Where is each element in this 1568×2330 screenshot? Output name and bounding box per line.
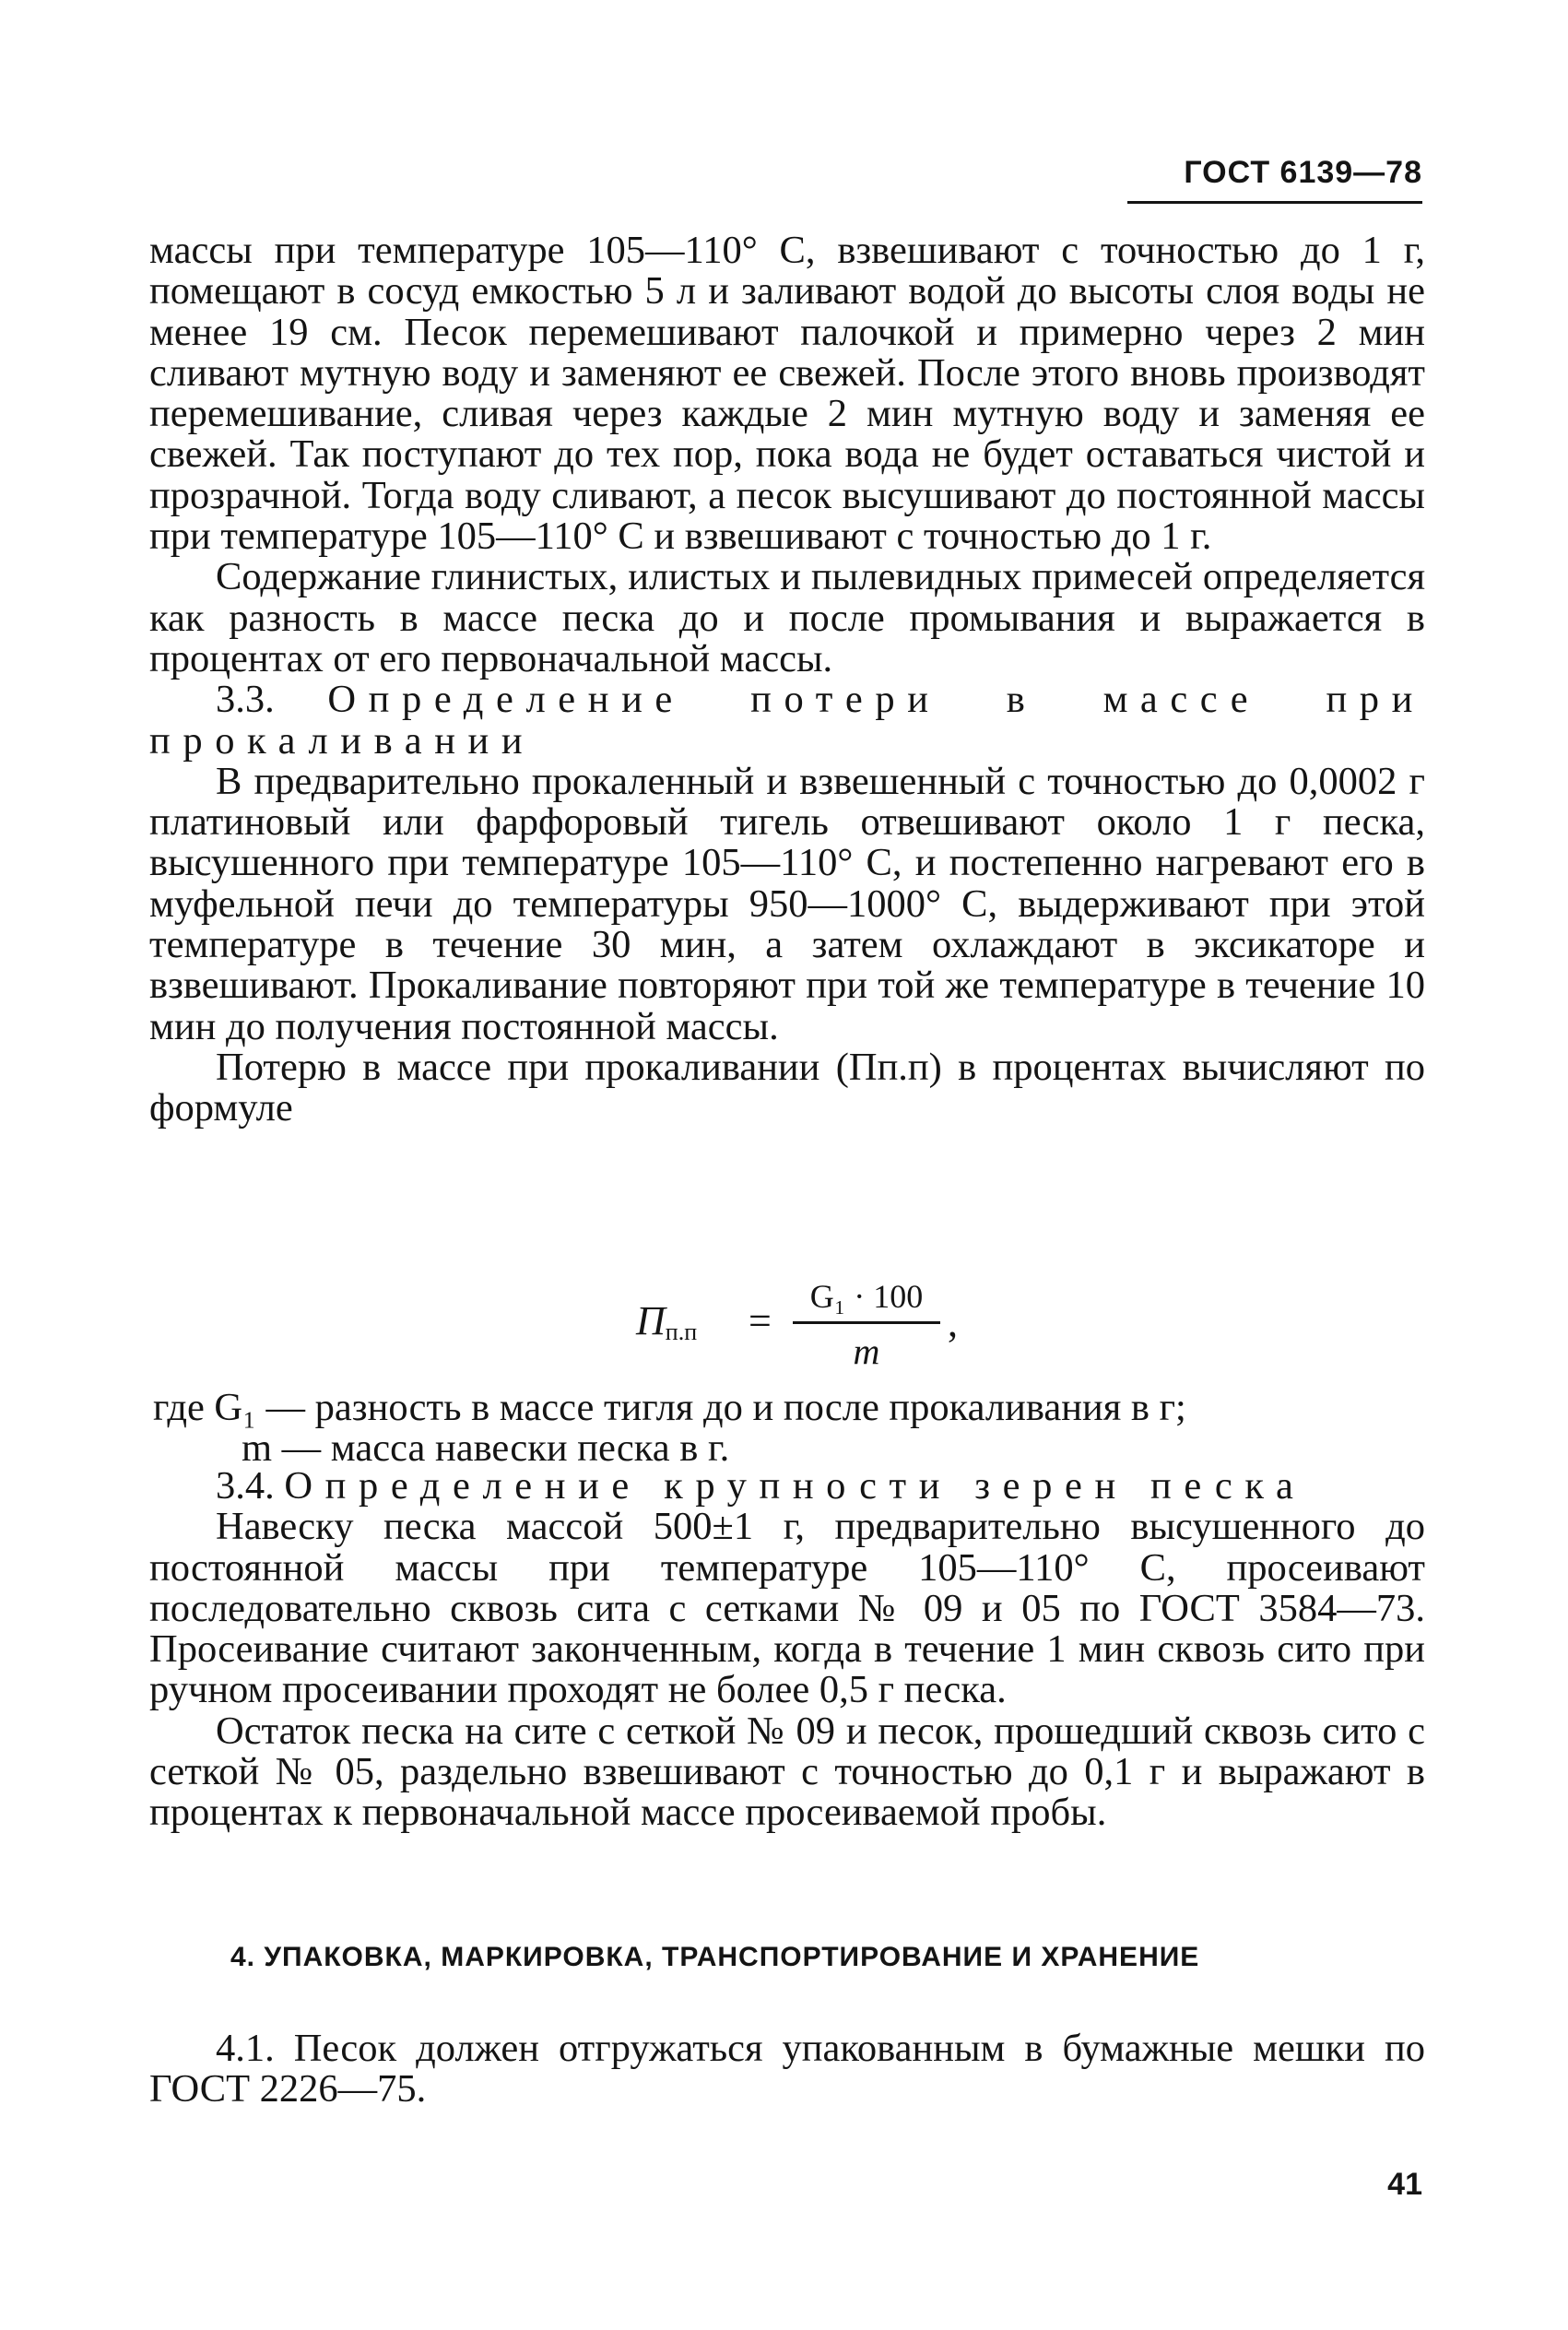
section-3-4-heading bbox=[149, 1466, 1425, 1507]
page-number: 41 bbox=[1387, 2167, 1422, 2202]
section-3-4-title: Определение крупности зерен песка bbox=[284, 1464, 1306, 1508]
standard-code: ГОСТ 6139—78 bbox=[1184, 155, 1422, 190]
paragraph-sieve-residue: Остаток песка на сите с сеткой № 09 и песок, прошедший сквозь сито с сеткой № 05, раздельно взвешивают с точностью до 0,1 г и выражают в процентах к первоначальной массе просеиваемой пробы. bbox=[149, 1709, 1425, 1835]
section-3-4 bbox=[149, 1466, 1425, 1834]
formula-lhs bbox=[636, 1297, 697, 1346]
section-3-3-heading bbox=[149, 680, 1425, 762]
paragraph-ignition-procedure: В предварительно прокаленный и взвешенный с точностью до 0,0002 г платиновый или фарфоровый тигель отвешивают около 1 г песка, высушенного при температуре 105—110° С, и постепенно нагревают его в муфельной печи до температуры 950—1000° С, выдерживают при этой температуре в течение 30 мин, а затем охлаждают в эксикаторе и взвешивают. Прокаливание повторяют при той же температуре в течение 10 мин до получения постоянной массы. bbox=[149, 759, 1425, 1048]
formula-numerator: G₁ · 100 bbox=[809, 1278, 924, 1315]
formula-lhs-symbol: П bbox=[636, 1298, 666, 1343]
paragraph-sieving-procedure: Навеску песка массой 500±1 г, предварительно высушенного до постоянной массы при температуре 105—110° С, просеивают последовательно сквозь сита с сетками № 09 и 05 по ГОСТ 3584—73. Просеивание считают законченным, когда в течение 1 мин сквозь сито при ручном просеивании проходят не более 0,5 г песка. bbox=[149, 1505, 1425, 1712]
formula-fraction bbox=[793, 1277, 940, 1373]
paragraph-4-1: 4.1. Песок должен отгружаться упакованным в бумажные мешки по ГОСТ 2226—75. bbox=[149, 2027, 1425, 2111]
section-3-3-title: Определение потери в массе при прокаливании bbox=[149, 678, 1425, 763]
formula-lhs-subscript: п.п bbox=[665, 1319, 698, 1345]
formula-comma: , bbox=[948, 1300, 958, 1345]
ignition-loss-formula bbox=[636, 1277, 1023, 1372]
section-3-4-number: 3.4. bbox=[216, 1464, 275, 1508]
definition-g1: где G₁ — разность в массе тигля до и после прокаливания в г; bbox=[153, 1386, 1186, 1429]
document-header bbox=[1184, 155, 1422, 191]
paragraph-washing-procedure: массы при температуре 105—110° С, взвешивают с точностью до 1 г, помещают в сосуд емкостью 5 л и заливают водой до высоты слоя воды не менее 19 см. Песок перемешивают палочкой и примерно через 2 мин сливают мутную воду и заменяют ее свежей. После этого вновь производят перемешивание, сливая через каждые 2 мин мутную воду и заменяя ее свежей. Так поступают до тех пор, пока вода не будет оставаться чистой и прозрачной. Тогда воду сливают, а песок высушивают до постоянной массы при температуре 105—110° С и взвешивают с точностью до 1 г. bbox=[149, 229, 1425, 559]
section-4-heading: 4. УПАКОВКА, МАРКИРОВКА, ТРАНСПОРТИРОВАНИЕ И ХРАНЕНИЕ bbox=[230, 1942, 1200, 1972]
formula-denominator: m bbox=[853, 1331, 880, 1372]
section-4 bbox=[149, 2028, 1425, 2111]
header-rule bbox=[1127, 201, 1422, 204]
definition-m: m — масса навески песка в г. bbox=[242, 1426, 730, 1471]
formula-definitions bbox=[149, 1388, 1425, 1470]
formula-equals: = bbox=[749, 1298, 772, 1343]
fraction-bar bbox=[793, 1321, 940, 1324]
paragraph-impurities-content: Содержание глинистых, илистых и пылевидных примесей определяется как разность в массе песка до и после промывания и выражается в процентах от его первоначальной массы. bbox=[149, 555, 1425, 680]
main-text bbox=[149, 231, 1425, 1130]
paragraph-formula-intro: Потерю в массе при прокаливании (Пп.п) в процентах вычисляют по формуле bbox=[149, 1045, 1425, 1130]
section-3-3-number: 3.3. bbox=[216, 678, 275, 722]
